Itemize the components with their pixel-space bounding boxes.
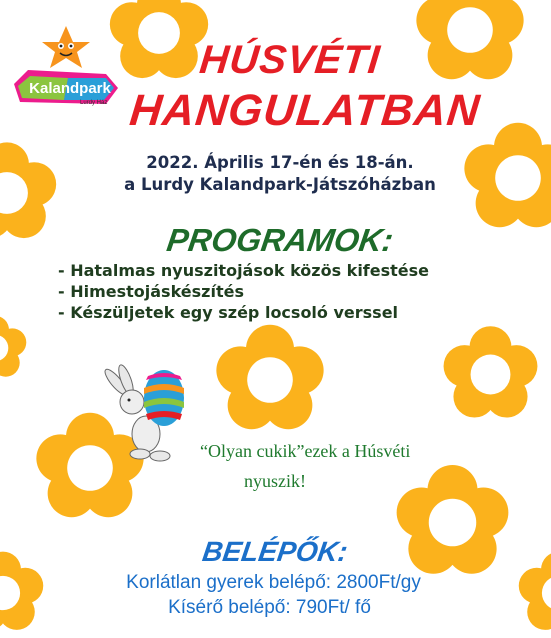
title-line-2: HANGULATBAN	[127, 86, 483, 135]
program-item: - Készüljetek egy szép locsoló verssel	[58, 303, 399, 322]
programs-list	[58, 260, 429, 323]
quote-line-1: “Olyan cukik”ezek a Húsvéti	[200, 441, 411, 461]
logo-subtext: Lurdy Ház	[80, 100, 108, 106]
flower-decoration	[0, 298, 30, 398]
entry-price-companion: Kísérő belépő: 790Ft/ fő	[168, 597, 371, 618]
logo-text: Kalandpark	[29, 80, 111, 97]
quote-text	[200, 436, 410, 496]
entry-price-child: Korlátlan gyerek belépő: 2800Ft/gy	[126, 572, 421, 593]
flower-decoration	[0, 138, 62, 248]
flower-decoration	[458, 118, 551, 238]
title-line-1: HÚSVÉTI	[197, 38, 383, 82]
date-line-2: a Lurdy Kalandpark-Játszóházban	[124, 175, 436, 194]
kalandpark-logo	[10, 22, 122, 114]
entry-title: BELÉPŐK:	[200, 536, 350, 567]
program-item: - Hatalmas nyuszitojások közös kifestése	[58, 261, 430, 280]
flower-decoration	[438, 322, 543, 427]
date-line-1: 2022. Április 17-én és 18-án.	[146, 153, 414, 172]
programs-title: PROGRAMOK:	[164, 222, 396, 258]
program-item: - Himestojáskészítés	[58, 282, 244, 301]
flower-decoration	[210, 320, 330, 440]
quote-line-2: nyuszik!	[244, 471, 306, 491]
easter-bunny-illustration	[102, 362, 202, 462]
